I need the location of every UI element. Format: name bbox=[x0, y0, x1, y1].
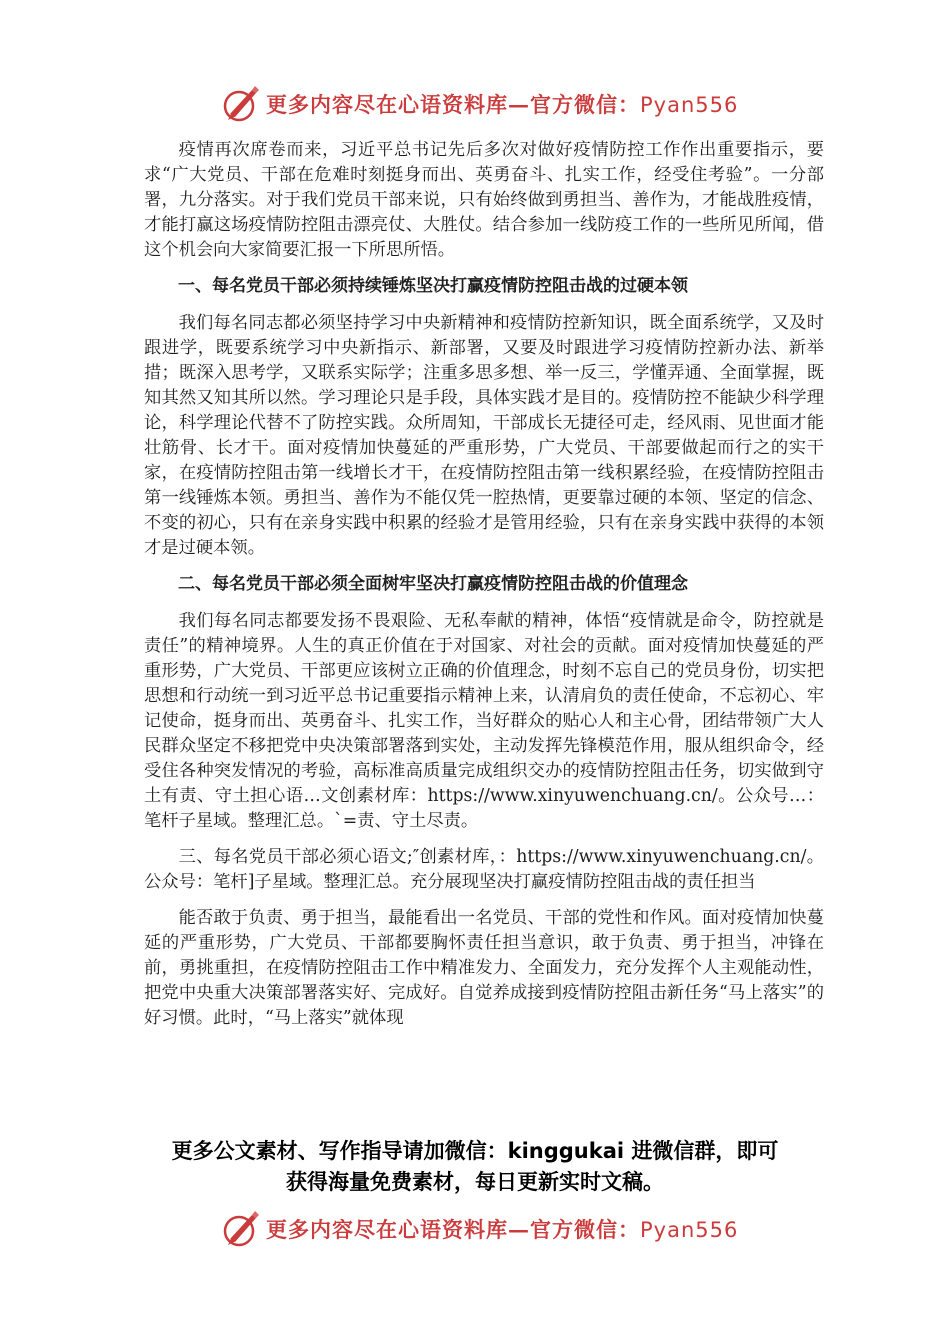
intro-paragraph: 疫情再次席卷而来，习近平总书记先后多次对做好疫情防控工作作出重要指示，要求“广大党员、干部在危难时刻挺身而出、英勇奋斗、扎实工作，经受住考验”。一分部署，九分落实。对于我们党员干部来说，只有始终做到勇担当、善作为，才能战胜疫情，才能打赢这场疫情防控阻击漂亮仗、大胜仗。结合参加一线防疫工作的一些所见所闻，借这个机会向大家简要汇报一下所思所悟。 bbox=[144, 140, 824, 260]
document-body bbox=[144, 138, 824, 1042]
footer-banner bbox=[222, 1209, 738, 1249]
section-heading-3: 三、每名党员干部必须心语文;″创素材库，：https://www.xinyuwenchuang.cn/。公众号：笔杆]子星域。整理汇总。充分展现坚决打赢疫情防控阻击战的责任担当 bbox=[144, 847, 824, 892]
section-body-3: 能否敢于负责、勇于担当，最能看出一名党员、干部的党性和作风。面对疫情加快蔓延的严重形势，广大党员、干部都要胸怀责任担当意识，敢于负责、勇于担当，冲锋在前，勇挑重担，在疫情防控阻击工作中精准发力、全面发力，充分发挥个人主观能动性，把党中央重大决策部署落实好、完成好。自觉养成接到疫情防控阻击新任务“马上落实”的好习惯。此时，“马上落实”就体现 bbox=[144, 908, 824, 1028]
header-banner-text: 更多内容尽在心语资料库—官方微信：Pyan556 bbox=[266, 92, 739, 117]
section-heading-2: 二、每名党员干部必须全面树牢坚决打赢疫情防控阻击战的价值理念 bbox=[178, 574, 688, 594]
section-body-1: 我们每名同志都必须坚持学习中央新精神和疫情防控新知识，既全面系统学，又及时跟进学，既要系统学习中央新指示、新部署，又要及时跟进学习疫情防控新办法、新举措；既深入思考学，又联系实际学；注重多思多想、举一反三，学懂弄通、全面掌握，既知其然又知其所以然。学习理论只是手段，具体实践才是目的。疫情防控不能缺少科学理论，科学理论代替不了防控实践。众所周知，干部成长无捷径可走，经风雨、见世面才能壮筋骨、长才干。面对疫情加快蔓延的严重形势，广大党员、干部要做起而行之的实干家，在疫情防控阻击第一线增长才干，在疫情防控阻击第一线积累经验，在疫情防控阻击第一线锤炼本领。勇担当、善作为不能仅凭一腔热情，更要靠过硬的本领、坚定的信念、不变的初心，只有在亲身实践中积累的经验才是管用经验，只有在亲身实践中获得的本领才是过硬本领。 bbox=[144, 313, 824, 558]
header-banner-account: Pyan556 bbox=[640, 93, 739, 117]
promo-line-1: 更多公文素材、写作指导请加微信：kinggukai 进微信群，即可 bbox=[171, 1139, 779, 1163]
pen-logo-icon bbox=[222, 1209, 262, 1249]
footer-banner-text: 更多内容尽在心语资料库—官方微信：Pyan556 bbox=[266, 1217, 739, 1242]
section-body-2: 我们每名同志都要发扬不畏艰险、无私奉献的精神，体悟“疫情就是命令，防控就是责任”的精神境界。人生的真正价值在于对国家、对社会的贡献。面对疫情加快蔓延的严重形势，广大党员、干部更应该树立正确的价值理念，时刻不忘自己的党员身份，切实把思想和行动统一到习近平总书记重要指示精神上来，认清肩负的责任使命，不忘初心、牢记使命，挺身而出、英勇奋斗、扎实工作，当好群众的贴心人和主心骨，团结带领广大人民群众坚定不移把党中央决策部署落到实处，主动发挥先锋模范作用，服从组织命令，经受住各种突发情况的考验，高标准高质量完成组织交办的疫情防控阻击任务，切实做到守土有责、守土担心语…文创素材库：https://www.xinyuwenchuang.cn/。公众号…：笔杆子星域。整理汇总。`=责、守土尽责。 bbox=[144, 611, 824, 831]
pen-logo-icon bbox=[222, 84, 262, 124]
promo-line-2: 获得海量免费素材，每日更新实时文稿。 bbox=[286, 1170, 664, 1194]
promo-notice bbox=[0, 1136, 950, 1198]
header-banner bbox=[222, 84, 738, 124]
section-heading-1: 一、每名党员干部必须持续锤炼坚决打赢疫情防控阻击战的过硬本领 bbox=[178, 276, 688, 296]
footer-banner-account: Pyan556 bbox=[640, 1218, 739, 1242]
